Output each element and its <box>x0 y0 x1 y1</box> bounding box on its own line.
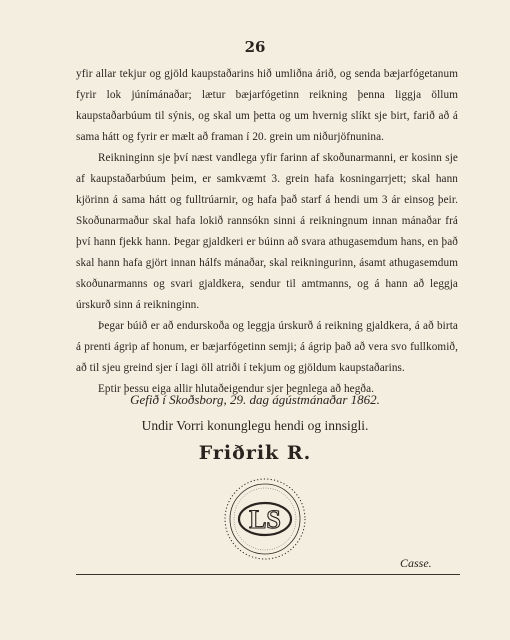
seal-monogram: LS <box>249 505 281 534</box>
paragraph-review: Reikninginn sje því næst vandlega yfir farinn af skoðunarmanni, er kosinn sje af kaupstaðarbúum þeim, er samkvæmt 3. grein hafa kosningarrjett; skal hann kjörinn á sama hátt og fulltrúarnir, og hafa það starf á hendi um 3 ár einsog þeir. Skoðunarmaður skal hafa lokið rannsókn sinni á reikningnum innan mánaðar frá því hann fjekk hann. Þegar gjaldkeri er búinn að svara athugasemdum hans, en það skal hann hafa gjört innan hálfs mánaðar, skal reikningurinn, ásamt athugasemdum skoðunarmanns og svari gjaldkera, sendur til amtmanns, og á hann að leggja úrskurð sinn á reikninginn. <box>76 152 458 311</box>
dateline: Gefið í Skoðsborg, 29. dag ágústmánaðar 1862. <box>130 392 380 407</box>
royal-signature: Friðrik R. <box>198 442 312 464</box>
seal-icon <box>222 476 308 562</box>
paragraph-continuation: yfir allar tekjur og gjöld kaupstaðarins hið umliðna árið, og senda bæjarfógetanum fyrir lok júnímánaðar; lætur bæjarfógetinn reikning þenna liggja öllum kaupstaðarbúum til sýnis, og skal um þetta og um hvernig slíkt sje birt, farið að á sama hátt og fyrir er mælt að framan í 20. grein um niðurjöfnunina. <box>76 68 458 143</box>
paragraph-compliance: Eptir þessu eiga allir hlutaðeigendur sjer þegnlega að hegða. <box>98 383 375 395</box>
body-text <box>76 64 458 400</box>
closing-line: Undir Vorri konunglegu hendi og innsigli. <box>141 418 369 433</box>
page-number: 26 <box>244 38 266 56</box>
paragraph-publication: Þegar búið er að endurskoða og leggja úrskurð á reikning gjaldkera, á að birta á prenti ágrip af honum, er bæjarfógetinn semji; á ágrip það að vera svo fullkomið, að til sjeu greind sjer í lagi öll atriði í tekjum og gjöldum kaupstaðarins. <box>76 320 458 374</box>
countersignature: Casse. <box>400 556 432 570</box>
bottom-rule <box>76 574 460 575</box>
